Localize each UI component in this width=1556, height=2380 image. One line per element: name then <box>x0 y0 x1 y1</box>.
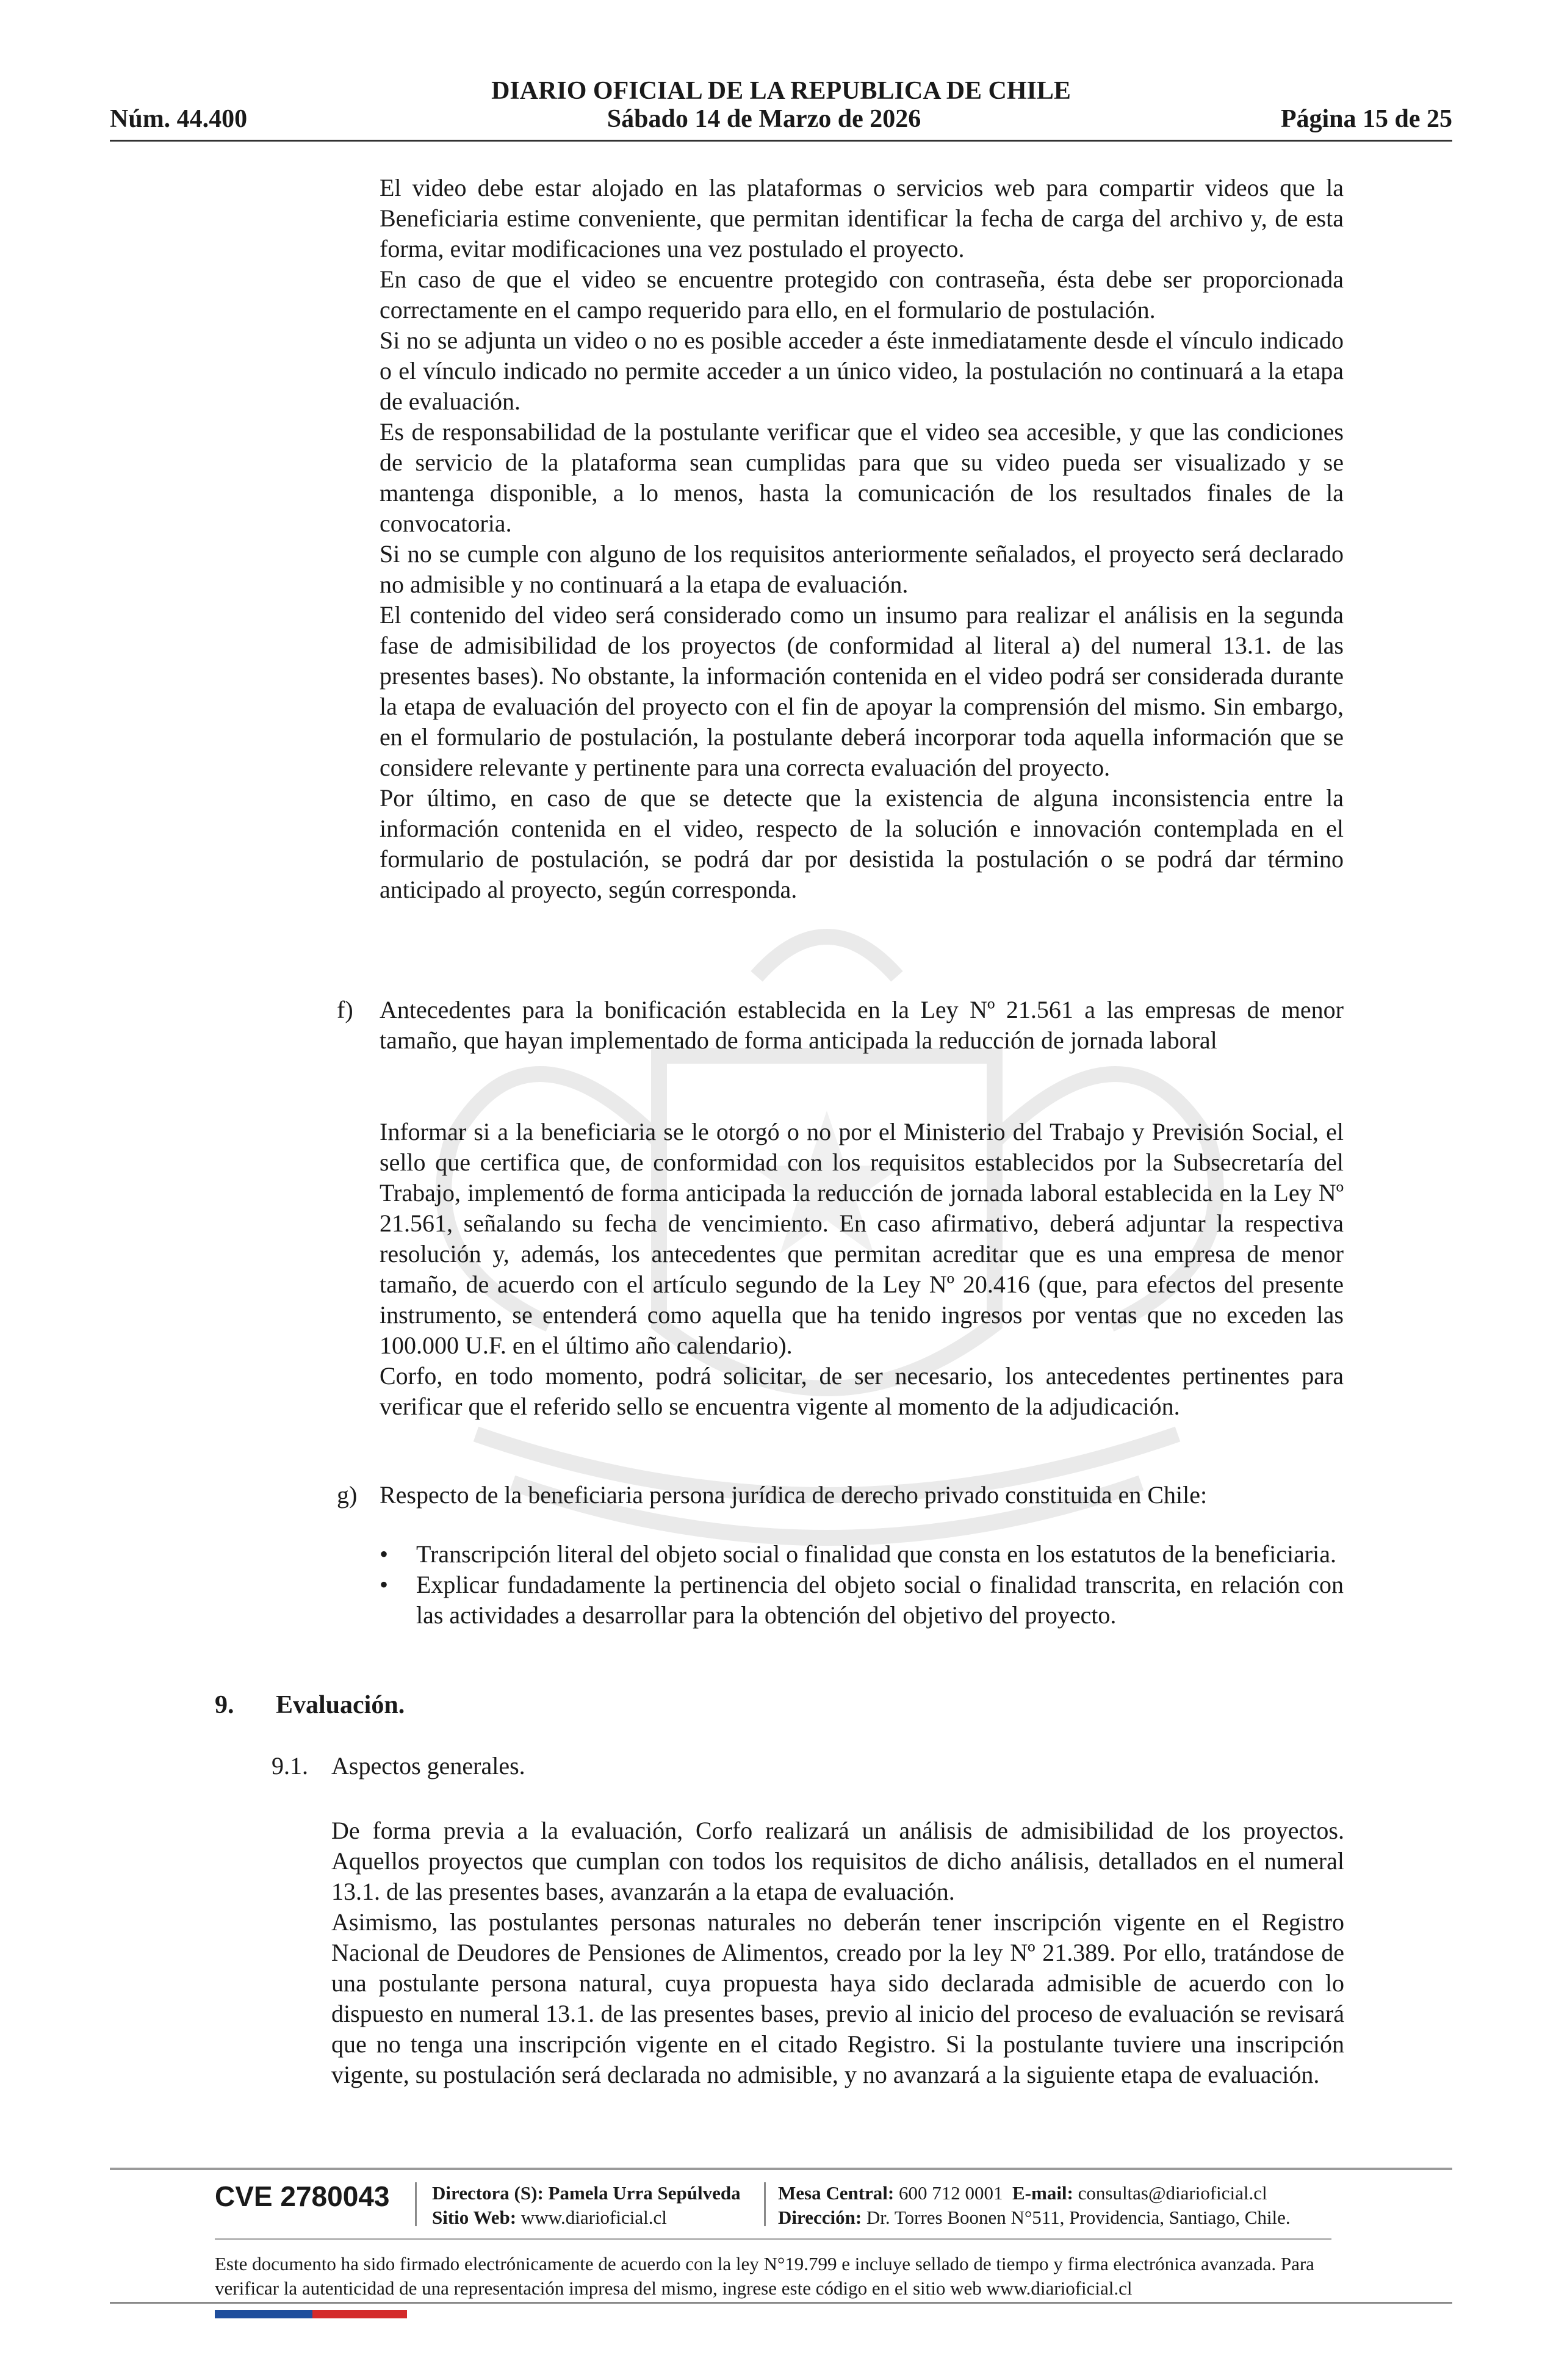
item-letter: g) <box>337 1481 358 1509</box>
subsection-9-1-heading <box>272 1751 525 1780</box>
cve-code: CVE 2780043 <box>215 2180 390 2212</box>
bullet-text: Transcripción literal del objeto social o finalidad que consta en los estatutos de la beneficiaria. <box>416 1540 1337 1568</box>
website-link[interactable]: www.diarioficial.cl <box>520 2207 667 2228</box>
page-header <box>110 76 1452 143</box>
paragraph: Si no se adjunta un video o no es posible acceder a éste inmediatamente desde el vínculo indicado o el vínculo indicado no permite acceder a un único video, la postulación no continuará a la etapa de evaluación. <box>380 326 1344 415</box>
phone-value: 600 712 0001 <box>899 2182 1003 2204</box>
paragraph: Asimismo, las postulantes personas naturales no deberán tener inscripción vigente en el Registro Nacional de Deudores de Pensiones de Alimentos, creado por la ley Nº 21.389. Por ello, tratándose de una postulante persona natural, cuya propuesta haya sido declarada admisible de acuerdo con lo dispuesto en numeral 13.1. de las presentes bases, previo al inicio del proceso de evaluación se revisará que no tenga una inscripción vigente en el citado Registro. Si la postulante tuviere una inscripción vigente, su postulación será declarada no admisible, y no avanzará a la siguiente etapa de evaluación. <box>331 1908 1344 2088</box>
legal-notice: Este documento ha sido firmado electrónicamente de acuerdo con la ley N°19.799 e incluye sellado de tiempo y firma electrónica avanzada. Para verificar la autenticidad de una representación impresa del mismo, ingrese este código en el sitio web www.diarioficial.cl <box>215 2253 1314 2299</box>
director-label: Directora (S): <box>432 2182 544 2204</box>
section-e-body <box>380 173 1344 905</box>
paragraph: Si no se cumple con alguno de los requisitos anteriormente señalados, el proyecto será declarado no admisible y no continuará a la etapa de evaluación. <box>380 540 1344 598</box>
footer-contact-block <box>778 2181 1291 2230</box>
email-label: E-mail: <box>1012 2182 1073 2204</box>
issue-date: Sábado 14 de Marzo de 2026 <box>607 105 921 133</box>
section-number: 9. <box>215 1691 234 1719</box>
issue-number: Núm. 44.400 <box>110 105 248 133</box>
phone-label: Mesa Central: <box>778 2182 895 2204</box>
footer-divider <box>110 2168 1452 2170</box>
list-item <box>380 1539 1344 1570</box>
publication-title: DIARIO OFICIAL DE LA REPUBLICA DE CHILE <box>491 77 1071 105</box>
footer-separator <box>415 2182 417 2226</box>
bullet-list <box>380 1539 1344 1631</box>
address-label: Dirección: <box>778 2207 862 2228</box>
paragraph: El contenido del video será considerado como un insumo para realizar el análisis en la segunda fase de admisibilidad de los proyectos (de conformidad al literal a) del numeral 13.1. de las presentes bases). No obstante, la información contenida en el video podrá ser considerada durante la etapa de evaluación del proyecto con el fin de apoyar la comprensión del mismo. Sin embargo, en el formulario de postulación, la postulante deberá incorporar toda aquella información que se considere relevante y pertinente para una correcta evaluación del proyecto. <box>380 601 1344 781</box>
footer-separator <box>764 2182 766 2226</box>
section-9-heading <box>215 1690 405 1720</box>
footer-divider <box>215 2238 1331 2240</box>
list-item <box>380 1570 1344 1631</box>
paragraph: En caso de que el video se encuentre protegido con contraseña, ésta debe ser proporcionada correctamente en el campo requerido para ello, en el formulario de postulación. <box>380 265 1344 323</box>
paragraph: Por último, en caso de que se detecte que la existencia de alguna inconsistencia entre la información contenida en el video, respecto de la solución e innovación contemplada en el formulario de postulación, se podrá dar por desistida la postulación o se podrá dar término anticipado al proyecto, según corresponda. <box>380 784 1344 903</box>
paragraph: El video debe estar alojado en las plataformas o servicios web para compartir videos que la Beneficiaria estime conveniente, que permitan identificar la fecha de carga del archivo y, de esta forma, evitar modificaciones una vez postulado el proyecto. <box>380 174 1344 262</box>
paragraph: Es de responsabilidad de la postulante verificar que el video sea accesible, y que las condiciones de servicio de la plataforma sean cumplidas para que su video pueda ser visualizado y se mantenga disponible, a lo menos, hasta la comunicación de los resultados finales de la convocatoria. <box>380 418 1344 537</box>
item-title: Antecedentes para la bonificación establecida en la Ley Nº 21.561 a las empresas de menor tamaño, que hayan implementado de forma anticipada la reducción de jornada laboral <box>380 996 1344 1054</box>
subsection-title: Aspectos generales. <box>331 1752 525 1780</box>
footer-divider <box>110 2302 1452 2304</box>
bullet-marker: • <box>380 1571 389 1598</box>
paragraph: Corfo, en todo momento, podrá solicitar, de ser necesario, los antecedentes pertinentes para verificar que el referido sello se encuentra vigente al momento de la adjudicación. <box>380 1362 1344 1420</box>
item-title: Respecto de la beneficiaria persona jurídica de derecho privado constituida en Chile: <box>380 1481 1208 1509</box>
director-name: Pamela Urra Sepúlveda <box>548 2182 741 2204</box>
header-divider <box>110 140 1452 142</box>
address-value: Dr. Torres Boonen N°511, Providencia, Santiago, Chile. <box>866 2207 1291 2228</box>
bullet-marker: • <box>380 1540 389 1568</box>
email-link[interactable]: consultas@diarioficial.cl <box>1078 2182 1267 2204</box>
paragraph: Informar si a la beneficiaria se le otorgó o no por el Ministerio del Trabajo y Previsión Social, el sello que certifica que, de conformidad con los requisitos establecidos por la Subsecretaría del Trabajo, implementó de forma anticipada la reducción de jornada laboral establecida en la Ley Nº 21.561, señalando su fecha de vencimiento. En caso afirmativo, deberá adjuntar la respectiva resolución y, además, los antecedentes que permitan acreditar que es una empresa de menor tamaño, de acuerdo con el artículo segundo de la Ley Nº 20.416 (que, para efectos del presente instrumento, se entenderá como aquella que ha tenido ingresos por ventas que no exceden las 100.000 U.F. en el último año calendario). <box>380 1118 1344 1359</box>
item-letter: f) <box>337 996 353 1023</box>
paragraph: De forma previa a la evaluación, Corfo realizará un análisis de admisibilidad de los proyectos. Aquellos proyectos que cumplan con todos los requisitos de dicho análisis, detallados en el numeral 13.1. de las presentes bases, avanzarán a la etapa de evaluación. <box>331 1817 1344 1905</box>
page-number: Página 15 de 25 <box>1280 105 1452 133</box>
flag-stripe-red <box>312 2310 407 2318</box>
flag-stripe-blue <box>215 2310 312 2318</box>
footer-director-block <box>432 2181 741 2230</box>
website-label: Sitio Web: <box>432 2207 517 2228</box>
subsection-number: 9.1. <box>272 1752 308 1780</box>
section-9-body <box>331 1816 1344 2090</box>
bullet-text: Explicar fundadamente la pertinencia del objeto social o finalidad transcrita, en relación con las actividades a desarrollar para la obtención del objetivo del proyecto. <box>416 1571 1344 1629</box>
section-title: Evaluación. <box>276 1691 405 1719</box>
